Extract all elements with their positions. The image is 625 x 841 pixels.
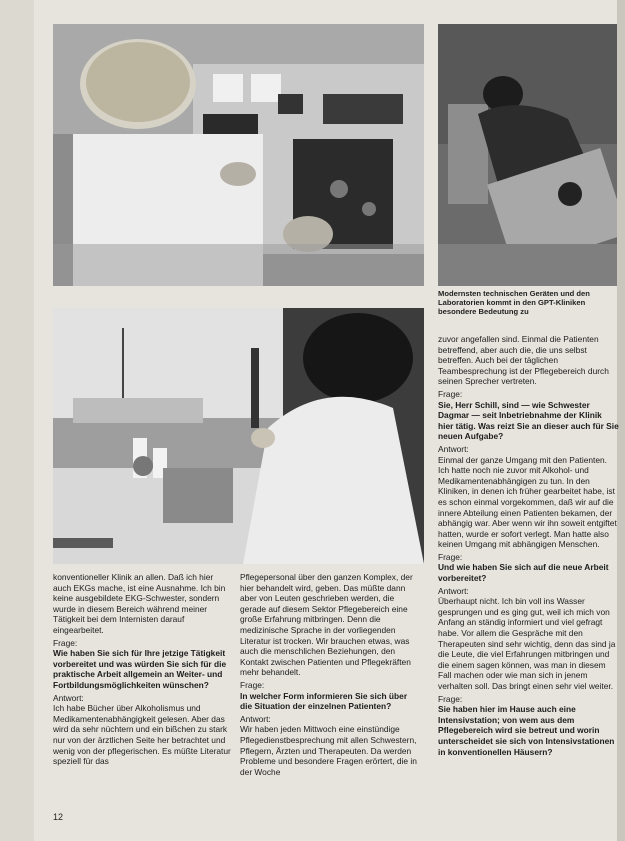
question: Wie haben Sie sich für Ihre jetzige Tätigkeit vorbereitet und was würden Sie sich für die praktische Arbeit allgemein an Weiter- und Fortbildungsmöglichkeiten wünschen? bbox=[53, 648, 227, 690]
question: In welcher Form informieren Sie sich über die Situation der einzelnen Patienten? bbox=[240, 690, 408, 712]
answer-label: Antwort: bbox=[438, 585, 469, 596]
question: Und wie haben Sie sich auf die neue Arbeit vorbereitet? bbox=[438, 562, 609, 584]
question: Sie, Herr Schill, sind — wie Schwester Dagmar — seit Inbetriebnahme der Klinik hier tätig. Was reizt Sie an dieser auch für Sie neuen Aufgabe? bbox=[438, 399, 619, 442]
photo-lab-worker-pipette bbox=[53, 308, 424, 564]
question-label: Frage: bbox=[438, 551, 463, 562]
text-column-3 bbox=[438, 334, 619, 757]
photo-lab-technician-instrument bbox=[53, 24, 424, 286]
answer-label: Antwort: bbox=[438, 443, 469, 454]
paragraph: zuvor angefallen sind. Einmal die Patienten betreffend, aber auch die, die uns selbst betreffen. Auch bei der täglichen Teambesprechung ist der Pflegebereich durch seinen Sprecher vertreten. bbox=[438, 334, 609, 387]
question-label: Frage: bbox=[438, 388, 463, 399]
question-label: Frage: bbox=[53, 637, 78, 648]
answer: Überhaupt nicht. Ich bin voll ins Wasser gesprungen und es ging gut, weil ich mich von Anfang an ständig informiert und viel gefragt habe. Vor allem die Gespräche mit den Therapeuten sind sehr wichtig, denn das sind ja die Leute, die viel Erfahrungen mitbringen und die einem sagen können, was man in diesem Fall machen oder wie man sich in jenem verhalten soll. Das bringt einen sehr viel weiter. bbox=[438, 596, 616, 691]
answer-label: Antwort: bbox=[53, 692, 84, 703]
text-column-1 bbox=[53, 572, 231, 767]
text-column-2 bbox=[240, 572, 420, 777]
photo-laboratory-machine bbox=[438, 24, 617, 286]
question-label: Frage: bbox=[240, 679, 265, 690]
answer: Einmal der ganze Umgang mit den Patienten. Ich hatte noch nie zuvor mit Alkohol- und Medikamentenabhängigen zu tun. In den Kliniken, in denen ich früher gearbeitet habe, ist es schon einmal vorgekommen, daß wir auf die innere Abteilung einen Patienten bekamen, der abhängig war. Aber wenn wir ihn soweit entgiftet hatten, wurde er sofort verlegt. Man hatte also keinen Umgang mit abhängigen Menschen. bbox=[438, 454, 617, 550]
paragraph: konventioneller Klinik an allen. Daß ich hier auch EKGs mache, ist eine Ausnahme. Ich bin keine ausgebildete EKG-Schwester, sondern wurde in diesem Bereich während meiner Tätigkeit bei dem Internisten darauf eingearbeitet. bbox=[53, 572, 226, 635]
answer: Wir haben jeden Mittwoch eine einstündige Pflegedienstbesprechung mit allen Schwestern, Pflegern, Ärzten und Therapeuten. Da werden Probleme und besondere Fragen erörtert, die in der Woche bbox=[240, 724, 417, 777]
page-margin-left bbox=[0, 0, 34, 841]
answer-label: Antwort: bbox=[240, 713, 271, 724]
question-label: Frage: bbox=[438, 693, 463, 704]
photo-caption: Modernsten technischen Geräten und den Laboratorien kommt in den GPT-Kliniken besondere Bedeutung zu bbox=[438, 289, 590, 317]
page-number: 12 bbox=[53, 812, 64, 822]
answer: Ich habe Bücher über Alkoholismus und Medikamentenabhängigkeit gelesen. Aber das wird da sehr nüchtern und ein bißchen zu stark nur von der ärztlichen Seite her betrachtet und wenig von der pflegerischen. Es müßte Literatur speziell für das bbox=[53, 703, 231, 767]
paragraph: Pflegepersonal über den ganzen Komplex, der hier behandelt wird, geben. Das müßte dann aber von Leuten geschrieben werden, die gerade auf diesem Sektor Pflegebereich eine große Erfahrung mitbringen. Denn die medizinische Sprache in der vorliegenden Literatur ist trocken. Wir brauchen etwas, was auch die menschlichen Beziehungen, den Kontakt zwischen Patienten und Pflegekräften mehr behandelt. bbox=[240, 572, 413, 678]
question: Sie haben hier im Hause auch eine Intensivstation; von wem aus dem Pflegebereich wird sie betreut und worin unterscheidet sie sich von Intensivstationen in konventionellen Häusern? bbox=[438, 704, 615, 757]
